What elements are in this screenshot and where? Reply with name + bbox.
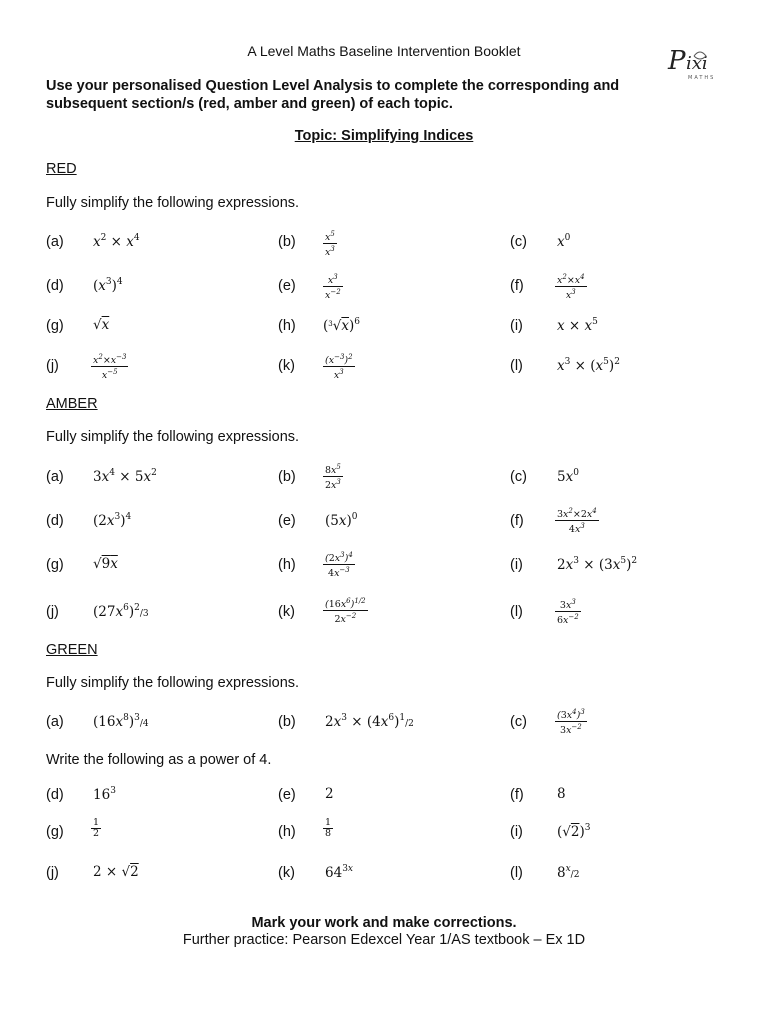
svg-text:ixi: ixi [686, 53, 708, 74]
question-label: (j) [46, 604, 59, 620]
green-prompt: Fully simplify the following expressions. [46, 675, 300, 691]
question-label: (f) [510, 513, 524, 529]
question-label: (d) [46, 513, 64, 529]
question-expression: $16^3$ [93, 786, 116, 803]
question-label: (c) [510, 234, 527, 250]
question-label: (e) [278, 787, 296, 803]
question-label: (b) [278, 234, 296, 250]
question-expression: 2 [325, 786, 334, 802]
question-expression: $x^2 \times x^4$ [93, 233, 140, 250]
question-label: (j) [46, 358, 59, 374]
question-expression: $\frac{x^2\times x^{-3}}{x^{-5}}$ [93, 353, 127, 381]
question-expression: $(x^3)^4$ [93, 277, 123, 294]
question-label: (h) [278, 824, 296, 840]
question-label: (k) [278, 358, 295, 374]
question-expression: $x \times x^5$ [557, 317, 598, 334]
question-label: (i) [510, 824, 523, 840]
question-label: (f) [510, 787, 524, 803]
question-expression: $(2x^3)^4$ [93, 512, 132, 529]
question-expression: $\frac{(2x^3)^4}{4x^{-3}}$ [325, 551, 353, 579]
question-label: (l) [510, 865, 523, 881]
question-label: (c) [510, 469, 527, 485]
question-expression: $\frac{3x^2\times 2x^4}{4x^3}$ [557, 507, 597, 535]
green-prompt-power-of-4: Write the following as a power of 4. [46, 752, 272, 768]
question-expression: $\frac{8x^5}{2x^3}$ [325, 463, 341, 491]
footer-instruction: Mark your work and make corrections. [251, 915, 517, 931]
question-expression: $(5x)^0$ [325, 512, 358, 529]
question-label: (f) [510, 278, 524, 294]
question-label: (g) [46, 318, 64, 334]
instructions: Use your personalised Question Level Analysis to complete the corresponding and subsequent section/s (red, amber and green) of each topic. [46, 78, 620, 112]
question-label: (i) [510, 318, 523, 334]
question-expression: $\frac{(16x^6)^{1/2}}{2x^{-2}}$ [325, 597, 366, 625]
question-label: (h) [278, 318, 296, 334]
further-practice: Further practice: Pearson Edexcel Year 1/AS textbook – Ex 1D [182, 932, 586, 948]
question-label: (g) [46, 557, 64, 573]
question-expression: 8 [557, 786, 566, 802]
question-expression: $\frac{1}{2}$ [93, 817, 100, 839]
question-label: (b) [278, 469, 296, 485]
svg-text:MATHS: MATHS [688, 75, 716, 81]
question-label: (j) [46, 865, 59, 881]
section-heading-red: RED [46, 161, 77, 177]
amber-prompt: Fully simplify the following expressions. [46, 429, 300, 445]
question-expression: $2x^3 \times (3x^5)^2$ [557, 556, 638, 573]
question-label: (a) [46, 234, 64, 250]
section-heading-green: GREEN [46, 642, 98, 658]
question-expression: √9x [93, 556, 118, 572]
question-expression: $\frac{(x^{-3})^2}{x^3}$ [325, 353, 353, 381]
question-expression: $\frac{1}{8}$ [325, 817, 332, 839]
question-label: (e) [278, 513, 296, 529]
question-label: (c) [510, 714, 527, 730]
question-expression: $5x^0$ [557, 468, 579, 485]
topic-heading: Topic: Simplifying Indices [294, 128, 474, 144]
question-expression: $\frac{x^5}{x^3}$ [325, 230, 335, 258]
question-expression: √x [93, 317, 110, 333]
question-expression: $(16x^8)^3/4$ [93, 713, 149, 730]
question-expression: $(^3√x)^6$ [323, 317, 360, 334]
question-label: (i) [510, 557, 523, 573]
question-label: (b) [278, 714, 296, 730]
question-label: (d) [46, 787, 64, 803]
question-expression: $(√2)^3$ [557, 823, 591, 840]
question-expression: $(27x^6)^2/3$ [93, 603, 149, 620]
section-heading-amber: AMBER [46, 396, 98, 412]
pixi-logo [664, 42, 728, 82]
question-expression: $x^0$ [557, 233, 571, 250]
question-label: (l) [510, 604, 523, 620]
question-label: (l) [510, 358, 523, 374]
question-expression: $x^3 \times (x^5)^2$ [557, 357, 620, 374]
question-expression: $3x^4 \times 5x^2$ [93, 468, 157, 485]
question-expression: $2x^3 \times (4x^6)^1/2$ [325, 713, 414, 730]
question-label: (g) [46, 824, 64, 840]
question-label: (d) [46, 278, 64, 294]
question-label: (e) [278, 278, 296, 294]
question-expression: 8$^x$/2 [557, 864, 580, 881]
question-label: (k) [278, 604, 295, 620]
question-label: (k) [278, 865, 295, 881]
question-label: (a) [46, 469, 64, 485]
question-expression: $\frac{x^3}{x^{-2}}$ [325, 273, 341, 301]
question-expression: 2 × √2 [93, 864, 139, 880]
question-label: (a) [46, 714, 64, 730]
svg-text:P: P [668, 46, 686, 76]
question-expression: $64^{3x}$ [325, 864, 353, 881]
document-title: A Level Maths Baseline Intervention Booklet [247, 43, 521, 59]
question-expression: $\frac{(3x^4)^3}{3x^{-2}}$ [557, 708, 585, 736]
question-label: (h) [278, 557, 296, 573]
question-expression: $\frac{3x^3}{6x^{-2}}$ [557, 598, 579, 626]
question-expression: $\frac{x^2\times x^4}{x^3}$ [557, 273, 585, 301]
red-prompt: Fully simplify the following expressions. [46, 195, 300, 211]
